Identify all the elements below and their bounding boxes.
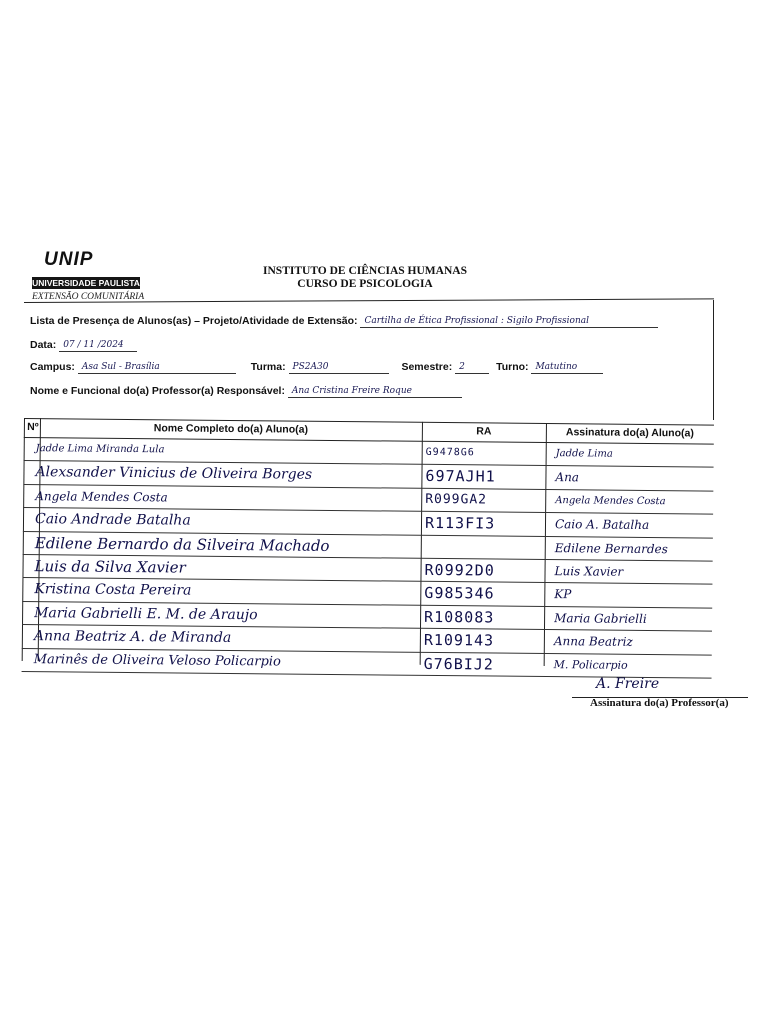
student-signature: Edilene Bernardes xyxy=(554,540,668,556)
logo-wordmark: UNIP xyxy=(44,249,94,270)
student-ra: R099GA2 xyxy=(425,491,488,508)
student-name: Maria Gabrielli E. M. de Araujo xyxy=(34,604,258,623)
student-name: Anna Beatriz A. de Miranda xyxy=(33,628,232,647)
student-name: Luis da Silva Xavier xyxy=(34,557,186,577)
student-signature: Anna Beatriz xyxy=(553,634,633,649)
student-ra: R113FI3 xyxy=(424,514,496,533)
student-signature: M. Policarpio xyxy=(553,657,628,672)
course-name: CURSO DE PSICOLOGIA xyxy=(297,278,433,290)
student-signature: Luis Xavier xyxy=(554,564,624,579)
project-label: Lista de Presença de Alunos(as) – Projeto/Atividade de Extensão: xyxy=(30,315,358,327)
student-name: Kristina Costa Pereira xyxy=(34,581,192,599)
form-right-border xyxy=(713,300,714,420)
student-signature: Angela Mendes Costa xyxy=(555,494,666,507)
header-num: Nº xyxy=(27,421,39,434)
semestre-value: 2 xyxy=(455,361,489,374)
header-ra: RA xyxy=(476,425,492,438)
campus-row xyxy=(30,360,603,374)
header-signature: Assinatura do(a) Aluno(a) xyxy=(565,426,694,440)
professor-row xyxy=(30,384,462,398)
professor-label: Nome e Funcional do(a) Professor(a) Responsável: xyxy=(30,385,285,397)
student-ra: R0992D0 xyxy=(424,560,495,580)
student-name: Angela Mendes Costa xyxy=(35,488,168,505)
campus-value: Asa Sul - Brasília xyxy=(78,361,236,374)
institute-name: INSTITUTO DE CIÊNCIAS HUMANAS xyxy=(263,265,467,277)
student-name: Jadde Lima Miranda Lula xyxy=(35,443,165,456)
student-name: Edilene Bernardo da Silveira Machado xyxy=(34,533,330,555)
student-ra: G76BIJ2 xyxy=(423,654,494,674)
institute-header xyxy=(230,265,500,291)
header-name: Nome Completo do(a) Aluno(a) xyxy=(153,422,309,436)
student-signature: Jadde Lima xyxy=(555,448,613,460)
student-ra: 697AJH1 xyxy=(425,467,496,486)
student-ra: G985346 xyxy=(424,584,495,603)
professor-signature-label: Assinatura do(a) Professor(a) xyxy=(590,697,729,709)
professor-value: Ana Cristina Freire Roque xyxy=(288,385,462,398)
turno-label: Turno: xyxy=(496,361,529,373)
unip-logo xyxy=(30,249,145,302)
professor-signature: A. Freire xyxy=(596,676,660,692)
student-ra: G9478G6 xyxy=(425,446,475,459)
semestre-label: Semestre: xyxy=(401,361,453,373)
student-name: Marinês de Oliveira Veloso Policarpio xyxy=(33,651,281,669)
project-row xyxy=(30,314,658,328)
student-signature: Maria Gabrielli xyxy=(554,610,647,626)
campus-label: Campus: xyxy=(30,361,75,373)
date-value: 07 / 11 /2024 xyxy=(59,339,137,352)
turma-label: Turma: xyxy=(250,361,286,373)
student-signature: KP xyxy=(554,587,572,602)
student-signature: Caio A. Batalha xyxy=(554,517,650,533)
logo-subtitle: EXTENSÃO COMUNITÁRIA xyxy=(32,292,145,302)
date-row xyxy=(30,338,137,352)
project-value: Cartilha de Ética Profissional : Sigilo Profissional xyxy=(360,315,658,328)
logo-university: UNIVERSIDADE PAULISTA xyxy=(32,278,140,288)
student-ra: R109143 xyxy=(423,630,495,650)
student-name: Alexsander Vinicius de Oliveira Borges xyxy=(35,464,313,484)
student-signature: Ana xyxy=(555,470,580,485)
turno-value: Matutino xyxy=(531,361,603,374)
student-name: Caio Andrade Batalha xyxy=(34,511,191,529)
date-label: Data: xyxy=(30,339,57,351)
turma-value: PS2A30 xyxy=(289,361,389,374)
attendance-table xyxy=(22,418,714,679)
student-ra: R108083 xyxy=(424,607,495,627)
